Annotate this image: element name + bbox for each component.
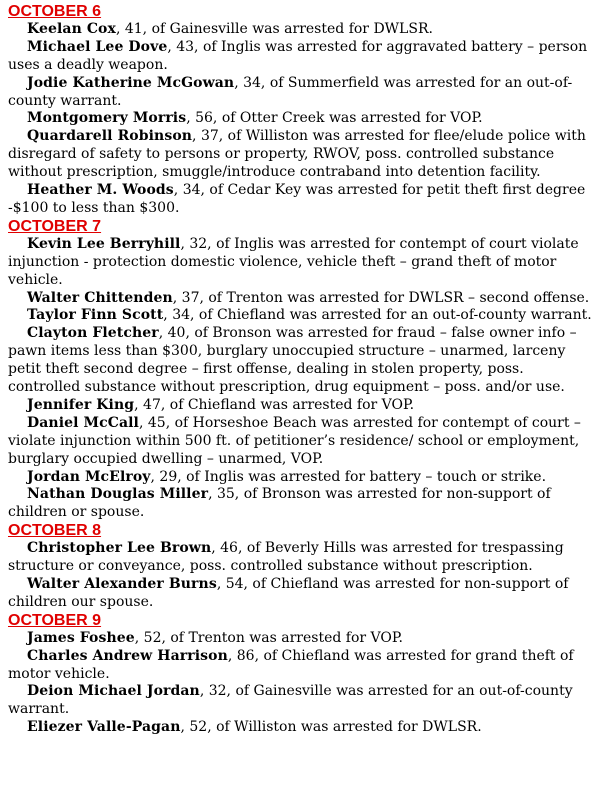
arrestee-name: Michael Lee Dove bbox=[27, 38, 168, 55]
arrestee-name: Deion Michael Jordan bbox=[27, 683, 200, 700]
arrest-entry bbox=[8, 540, 594, 576]
arrest-entry bbox=[8, 128, 594, 182]
arrestee-name: Clayton Fletcher bbox=[27, 325, 159, 342]
arrest-entry bbox=[8, 110, 594, 128]
arrestee-name: Keelan Cox bbox=[27, 20, 116, 37]
date-section bbox=[8, 522, 594, 612]
arrest-details: , 32, of Gainesville was arrested for an out-of-county warrant. bbox=[8, 683, 573, 718]
arrestee-name: Daniel McCall bbox=[27, 414, 139, 431]
arrest-details: , 34, of Summerfield was arrested for an out-of-county warrant. bbox=[8, 74, 573, 109]
arrest-details: , 52, of Trenton was arrested for VOP. bbox=[134, 629, 403, 646]
arrestee-name: Eliezer Valle-Pagan bbox=[27, 719, 181, 736]
arrest-entry bbox=[8, 307, 594, 325]
arrest-entry bbox=[8, 486, 594, 522]
arrest-details: , 37, of Trenton was arrested for DWLSR – second offense. bbox=[172, 289, 590, 306]
date-section bbox=[8, 612, 594, 737]
arrest-entry bbox=[8, 236, 594, 290]
arrest-entry bbox=[8, 630, 594, 648]
arrest-details: , 32, of Inglis was arrested for contempt of court violate injunction - protection domestic violence, vehicle theft – grand theft of motor vehicle. bbox=[8, 235, 579, 288]
arrest-entry bbox=[8, 39, 594, 75]
arrestee-name: Heather M. Woods bbox=[27, 182, 174, 199]
date-section bbox=[8, 218, 594, 522]
arrest-details: , 34, of Cedar Key was arrested for petit theft first degree -$100 to less than $300. bbox=[8, 182, 586, 216]
arrestee-name: Nathan Douglas Miller bbox=[27, 486, 209, 503]
arrestee-name: Jordan McElroy bbox=[27, 468, 151, 485]
arrest-entry bbox=[8, 397, 594, 415]
arrest-details: , 41, of Gainesville was arrested for DWLSR. bbox=[115, 20, 433, 37]
arrest-details: , 45, of Horseshoe Beach was arrested for contempt of court – violate injunction within 500 ft. of petitioner’s residence/ school or employment, burglary occupied dwelling – unarmed, VOP. bbox=[8, 414, 581, 467]
arrest-details: , 56, of Otter Creek was arrested for VOP. bbox=[186, 110, 483, 127]
arrest-entry bbox=[8, 182, 594, 218]
arrest-entry bbox=[8, 75, 594, 111]
arrestee-name: Quardarell Robinson bbox=[27, 128, 193, 145]
arrest-entry bbox=[8, 415, 594, 469]
date-section bbox=[8, 3, 594, 218]
arrest-entry bbox=[8, 469, 594, 487]
date-heading: OCTOBER 7 bbox=[8, 217, 102, 235]
arrestee-name: Jodie Katherine McGowan bbox=[27, 74, 235, 91]
arrestee-name: Montgomery Morris bbox=[27, 110, 187, 127]
arrestee-name: Walter Chittenden bbox=[27, 289, 173, 306]
arrestee-name: Jennifer King bbox=[27, 396, 135, 413]
arrestee-name: Walter Alexander Burns bbox=[27, 576, 217, 592]
arrest-details: , 40, of Bronson was arrested for fraud – false owner info – pawn items less than $300, burglary unoccupied structure – unarmed, larceny petit theft second degree – first offense, dealing in stolen property, poss. controlled substance without prescription, drug equipment – poss. and/or use. bbox=[8, 325, 577, 396]
arrest-entry bbox=[8, 290, 594, 308]
arrestee-name: Taylor Finn Scott bbox=[27, 307, 164, 324]
arrest-entry bbox=[8, 683, 594, 719]
date-heading: OCTOBER 8 bbox=[8, 522, 102, 540]
arrest-details: , 37, of Williston was arrested for flee/elude police with disregard of safety to persons or property, RWOV, poss. controlled substance without prescription, smuggle/introduce contraband into detention facility. bbox=[8, 128, 586, 181]
arrest-details: , 54, of Chiefland was arrested for non-support of children our spouse. bbox=[8, 576, 569, 610]
arrest-entry bbox=[8, 576, 594, 612]
arrestee-name: Christopher Lee Brown bbox=[27, 540, 212, 557]
arrest-details: , 86, of Chiefland was arrested for grand theft of motor vehicle. bbox=[8, 647, 574, 682]
arrestee-name: Charles Andrew Harrison bbox=[27, 647, 228, 664]
arrestee-name: James Foshee bbox=[27, 629, 135, 646]
arrest-details: , 47, of Chiefland was arrested for VOP. bbox=[134, 396, 415, 413]
arrest-details: , 43, of Inglis was arrested for aggravated battery – person uses a deadly weapon. bbox=[8, 38, 588, 73]
arrest-report bbox=[8, 3, 594, 737]
date-heading: OCTOBER 9 bbox=[8, 611, 102, 629]
arrest-entry bbox=[8, 648, 594, 684]
arrest-details: , 52, of Williston was arrested for DWLSR. bbox=[180, 719, 482, 736]
arrest-entry bbox=[8, 719, 594, 737]
arrest-details: , 46, of Beverly Hills was arrested for trespassing structure or conveyance, poss. controlled substance without prescription. bbox=[8, 540, 564, 575]
arrest-details: , 35, of Bronson was arrested for non-support of children or spouse. bbox=[8, 486, 551, 521]
arrest-details: , 34, of Chiefland was arrested for an out-of-county warrant. bbox=[163, 307, 592, 324]
arrestee-name: Kevin Lee Berryhill bbox=[27, 235, 181, 252]
date-heading: OCTOBER 6 bbox=[8, 3, 102, 20]
arrest-entry bbox=[8, 21, 594, 39]
arrest-entry bbox=[8, 325, 594, 397]
arrest-details: , 29, of Inglis was arrested for battery – touch or strike. bbox=[150, 468, 547, 485]
